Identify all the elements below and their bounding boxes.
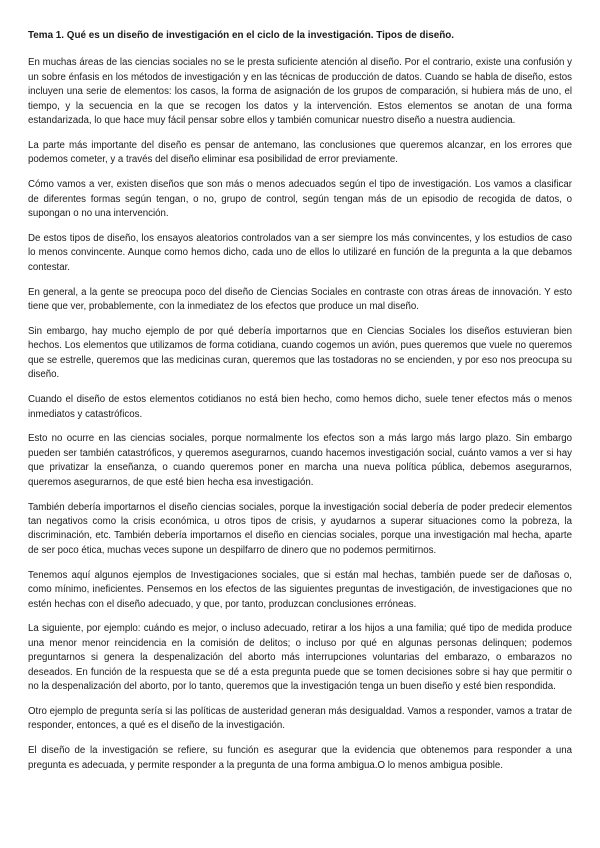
paragraph: Otro ejemplo de pregunta sería si las políticas de austeridad generan más desigualdad. Vamos a responder, vamos a tratar de responder, entonces, a qué es el diseño de la investigación. bbox=[28, 705, 572, 732]
paragraph: La siguiente, por ejemplo: cuándo es mejor, o incluso adecuado, retirar a los hijos a una familia; qué tipo de medida produce una menor menor reincidencia en la comisión de delitos; o incluso por qué en algunas personas delinquen; podemos preguntarnos si genera la despenalización del aborto más interrupciones voluntarias del embarazo, o embarazos no deseados. En función de la respuesta que se dé a esta pregunta puede que se tomen decisiones sobre si hay que permitir o no la despenalización del aborto, por lo tanto, queremos que la investigación tenga un buen diseño y esté bien respondida. bbox=[28, 623, 572, 693]
paragraph: De estos tipos de diseño, los ensayos aleatorios controlados van a ser siempre los más convincentes, y los estudios de caso lo menos convincente. Aunque como hemos dicho, cada uno de ellos lo utilizaré en función de la pregunta a la que debamos contestar. bbox=[28, 232, 572, 273]
paragraph: Tenemos aquí algunos ejemplos de Investigaciones sociales, que si están mal hechas, también puede ser de dañosas o, como mínimo, ineficientes. Pensemos en los efectos de las siguientes preguntas de investigación, de investigaciones que no estén hechas con el diseño adecuado, y que, por tanto, produzcan conclusiones erróneas. bbox=[28, 569, 572, 610]
paragraph: Cuando el diseño de estos elementos cotidianos no está bien hecho, como hemos dicho, suele tener efectos más o menos inmediatos y catastróficos. bbox=[28, 394, 572, 420]
paragraph: En muchas áreas de las ciencias sociales no se le presta suficiente atención al diseño. Por el contrario, existe una confusión y un sobre énfasis en los métodos de investigación y en las técnicas de producción de datos. Cuando se habla de diseño, estos incluyen una serie de elementos: los casos, la forma de asignación de los grupos de comparación, si hubiera más de uno, el tiempo, y la secuencia en la que se recogen los datos y la intervención. Estos elementos se anotan de una forma estandarizada, lo que hace muy fácil pensar sobre ellos y también comunicar nuestro diseño a nuestra audiencia. bbox=[28, 57, 572, 127]
paragraph: Esto no ocurre en las ciencias sociales, porque normalmente los efectos son a más largo más largo plazo. Sin embargo pueden ser también catastróficos, y queremos asegurarnos, cuando hacemos investigación social, cuánto vamos a ver si hay que privatizar la enseñanza, o cuando queremos poner en marcha una nueva política pública, debemos asegurarnos, queremos asegurarnos, de que esté bien hecha esa investigación. bbox=[28, 433, 572, 488]
paragraph: También debería importarnos el diseño ciencias sociales, porque la investigación social debería de poder predecir elementos tan negativos como la crisis económica, u otros tipos de crisis, y ayudarnos a superar situaciones como la pobreza, la discriminación, etc. También debería importarnos el diseño en ciencias sociales, porque una investigación mal hecha, aparte de ser poco ética, muchas veces supone un despilfarro de dinero que no podemos permitirnos. bbox=[28, 501, 572, 556]
paragraph: En general, a la gente se preocupa poco del diseño de Ciencias Sociales en contraste con otras áreas de innovación. Y esto tiene que ver, probablemente, con la inmediatez de los efectos que produce un mal diseño. bbox=[28, 286, 572, 313]
document-page bbox=[28, 29, 572, 784]
paragraph: La parte más importante del diseño es pensar de antemano, las conclusiones que queremos alcanzar, en los errores que podemos cometer, y a través del diseño eliminar esa posibilidad de error previamente. bbox=[28, 139, 572, 166]
document-title: Tema 1. Qué es un diseño de investigación en el ciclo de la investigación. Tipos de diseño. bbox=[28, 30, 455, 41]
paragraph: Cómo vamos a ver, existen diseños que son más o menos adecuados según el tipo de investigación. Los vamos a clasificar de diferentes formas según tengan, o no, grupo de control, según tengan más de un episodio de recogida de datos, o supongan o no una intervención. bbox=[28, 179, 572, 220]
paragraph: Sin embargo, hay mucho ejemplo de por qué debería importarnos que en Ciencias Sociales los diseños estuvieran bien hechos. Los elementos que utilizamos de forma cotidiana, cuando cogemos un avión, pues queremos que vuele no queremos que se estrelle, queremos que las medicinas curan, queremos que las tostadoras no se encienden, y por eso nos preocupa su diseño. bbox=[28, 326, 572, 381]
paragraph: El diseño de la investigación se refiere, su función es asegurar que la evidencia que obtenemos para responder a una pregunta es adecuada, y permite responder a la pregunta de una forma ambigua.O lo menos ambigua posible. bbox=[28, 745, 572, 771]
